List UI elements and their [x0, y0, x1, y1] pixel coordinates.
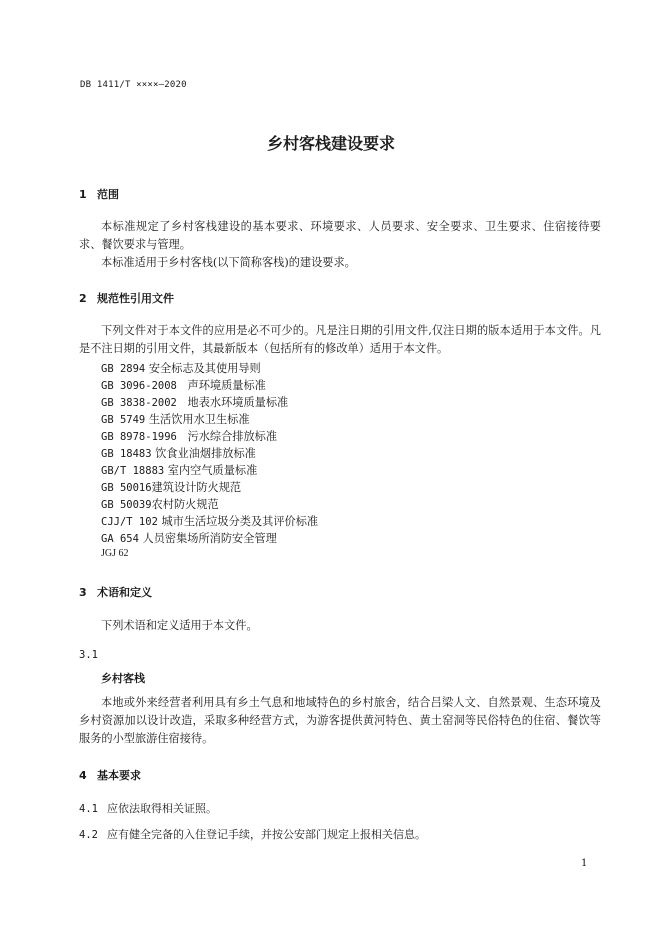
reference-code: JGJ 62 [101, 548, 129, 559]
reference-title: 农村防火规范 [151, 498, 219, 511]
reference-code: GB 5749 [101, 414, 146, 426]
reference-code: CJJ/T 102 [101, 516, 158, 528]
reference-title: 安全标志及其使用导则 [148, 362, 261, 375]
reference-item [101, 445, 256, 461]
term-definition: 本地或外来经营者利用具有乡土气息和地域特色的乡村旅舍，结合吕梁人文、自然景观、生态环境及乡村资源加以设计改造，采取多种经营方式，为游客提供黄河特色、黄土窑洞等民俗特色的住宿、餐饮等服务的小型旅游住宿接待。 [79, 696, 601, 745]
reference-title: 声环境质量标准 [187, 379, 266, 392]
section-number: 4 [79, 769, 87, 782]
reference-title: 地表水环境质量标准 [187, 396, 289, 409]
document-title: 乡村客栈建设要求 [266, 134, 395, 153]
reference-item [101, 548, 129, 559]
scope-paragraph-2: 本标准适用于乡村客栈(以下简称客栈)的建设要求。 [101, 256, 356, 269]
section-2-heading [79, 290, 174, 306]
section-title: 基本要求 [97, 769, 141, 782]
reference-item [101, 496, 219, 512]
section-4-heading [79, 767, 141, 783]
reference-title: 饮食业油烟排放标准 [155, 447, 256, 460]
term-number: 3.1 [79, 649, 98, 661]
reference-item [101, 411, 250, 427]
reference-item [101, 428, 277, 444]
reference-title: 建筑设计防火规范 [151, 481, 242, 494]
reference-code: GB 50016 [101, 482, 152, 494]
clause-4-2: 4.2 应有健全完备的入住登记手续，并按公安部门规定上报相关信息。 [79, 828, 426, 841]
reference-title: 室内空气质量标准 [167, 464, 258, 477]
reference-title: 生活饮用水卫生标准 [148, 413, 250, 426]
reference-title: 污水综合排放标准 [187, 430, 278, 443]
section-1-heading [79, 186, 119, 202]
section-title: 范围 [97, 188, 119, 201]
reference-code: GB/T 18883 [101, 465, 165, 477]
section-title: 术语和定义 [97, 586, 152, 599]
section-3-heading [79, 584, 152, 600]
reference-code: GB 18483 [101, 448, 152, 460]
reference-item [101, 530, 277, 546]
clause-4-1: 4.1 应依法取得相关证照。 [79, 802, 217, 815]
references-intro: 下列文件对于本文件的应用是必不可少的。凡是注日期的引用文件,仅注日期的版本适用于本文件。凡是不注日期的引用文件，其最新版本（包括所有的修改单）适用于本文件。 [79, 324, 601, 355]
scope-paragraph-1: 本标准规定了乡村客栈建设的基本要求、环境要求、人员要求、安全要求、卫生要求、住宿接待要求、餐饮要求与管理。 [79, 220, 601, 251]
reference-code: GB 3838-2002 [101, 397, 177, 409]
terms-intro: 下列术语和定义适用于本文件。 [101, 619, 258, 632]
reference-code: GB 8978-1996 [101, 431, 177, 443]
reference-item [101, 360, 261, 376]
reference-code: GB 3096-2008 [101, 380, 177, 392]
term-name: 乡村客栈 [101, 672, 145, 685]
reference-item [101, 462, 257, 478]
reference-title: 人员密集场所消防安全管理 [142, 532, 277, 545]
section-number: 1 [79, 188, 87, 201]
reference-item [101, 513, 318, 529]
section-number: 2 [79, 292, 87, 305]
reference-title: 城市生活垃圾分类及其评价标准 [161, 515, 319, 528]
section-number: 3 [79, 586, 87, 599]
standard-number: DB 1411/T ××××—2020 [80, 80, 187, 90]
reference-item [101, 377, 266, 393]
section-title: 规范性引用文件 [97, 292, 174, 305]
reference-code: GB 2894 [101, 363, 146, 375]
reference-code: GB 50039 [101, 499, 152, 511]
page-number: 1 [581, 858, 588, 869]
reference-item [101, 479, 241, 495]
reference-item [101, 394, 288, 410]
reference-code: GA 654 [101, 533, 139, 545]
